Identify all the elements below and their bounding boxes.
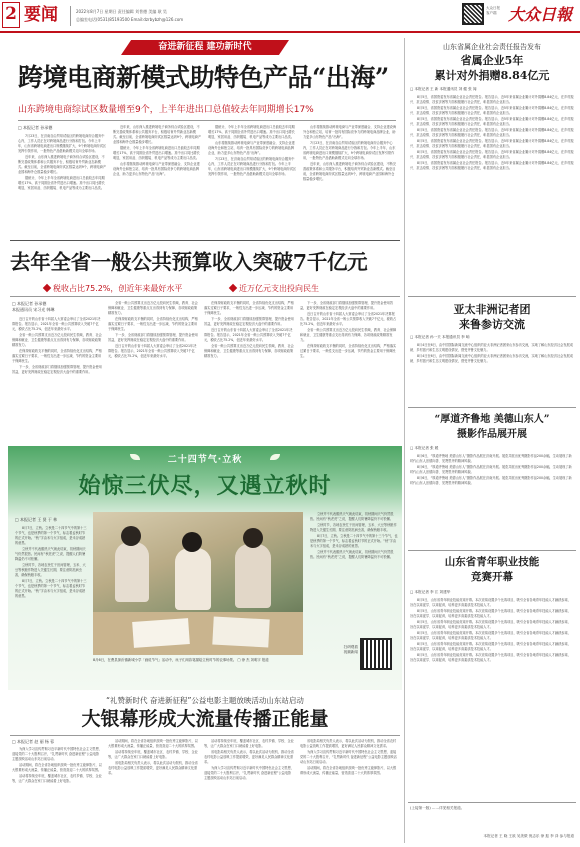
skills-body: 8月5日，山东省青年职业技能竞赛开幕。本次竞赛设置多个比赛项目，吸引全省各地青年技能人才踊跃参赛，旨在以赛促学、以赛促训，培养更多高素质技术技能人才。 8月5日，山东省青年职业技能竞赛开幕。本次竞赛设置多个比赛项目，吸引全省各地青年技能人才踊跃参赛，旨在以赛促学、以赛促训，培养更多高素质技术技能人才。 8月5日，山东省青年职业技能竞赛开幕。本次竞赛设置多个比赛项目，吸引全省各地青年技能人才踊跃参赛，旨在以赛促学、以赛促训，培养更多高素质技术技能人才。 8月5日，山东省青年职业技能竞赛开幕。本次竞赛设置多个比赛项目，吸引全省各地青年技能人才踊跃参赛，旨在以赛促学、以赛促训，培养更多高素质技术技能人才。 8月5日，山东省青年职业技能竞赛开幕。本次竞赛设置多个比赛项目，吸引全省各地青年技能人才踊跃参赛，旨在以赛促学、以赛促训，培养更多高素质技术技能人才。 8月5日，山东省青年职业技能竞赛开幕。本次竞赛设置多个比赛项目，吸引全省各地青年技能人才踊跃参赛，旨在以赛促学、以赛促训，培养更多高素质技术技能人才。 bbox=[410, 598, 571, 662]
video-qr-caption: 扫码观看 视频新闻 bbox=[343, 645, 358, 654]
journalists-headline-2: 来鲁参访交流 bbox=[459, 318, 525, 331]
qr-caption-left: 大众日报 客户端 bbox=[486, 6, 500, 15]
enterprise-kicker: 山东省属企业社会责任报告发布 bbox=[443, 43, 541, 51]
masthead-rule bbox=[0, 31, 580, 33]
lead-subhead: 山东跨境电商综试区数量增至9个，上半年进出口总值较去年同期增长17% bbox=[18, 105, 314, 115]
video-qr-code[interactable] bbox=[360, 638, 392, 670]
budget-column-1: 近日召开的山东省十四届人大常委会审议了全省2021年决算报告。报告显示，2021年全省一般公共预算收入突破7千亿元，税收占比75.2%，创近年来最好水平。 全省一般公共预算支出近万亿元投向民生领域，教育、社会保障和就业、卫生健康等重点支出得到有力保障，各项财政政策精准发力。 在保持财政收支平衡的同时，全省持续优化支出结构，严格落实过紧日子要求，一般性支出进一步压减，节约的资金主要用于保障民生。 下一步，全省财政部门将继续加强预算管理，提升资金使用效益，更好发挥财政在稳定宏观经济大盘中的重要作用。 bbox=[12, 317, 102, 374]
budget-column-2: 全省一般公共预算支出近万亿元投向民生领域，教育、社会保障和就业、卫生健康等重点支出得到有力保障，各项财政政策精准发力。 在保持财政收支平衡的同时，全省持续优化支出结构，严格落实过紧日子要求，一般性支出进一步压减，节约的资金主要用于保障民生。 下一步，全省财政部门将继续加强预算管理，提升资金使用效益，更好发挥财政在稳定宏观经济大盘中的重要作用。 近日召开的山东省十四届人大常委会审议了全省2021年决算报告。报告显示，2021年全省一般公共预算收入突破7千亿元，税收占比75.2%，创近年来最好水平。 bbox=[108, 301, 198, 358]
sidebar-rule bbox=[408, 407, 576, 408]
film-column-4: 省电影局相关负责人表示，将以此次活动为契机，推动全省农村电影公益放映工作提质增效，更好满足人民群众精神文化需求。 为深入学习宣传贯彻习近平新时代中国特色社会主义思想，迎接党的二十大胜利召开，“礼赞新时代 奋进新征程”公益电影主题放映活动山东站日前启动。 活动期间，将在全省各地组织放映一批优秀主旋律影片，以大银幕形成大流量，传播正能量，营造喜迎二十大的浓厚氛围。 bbox=[300, 739, 397, 775]
lead-column-3: 据统计，今年上半年全省跨境电商进出口总值较去年同期增长17%，高于同期全省外贸进出口增速。其中出口同比增长明显，家居用品、纺织服装、机电产品等成为主要出口品类。 山东将继续推动跨境电商与产业带深度融合，支持企业建设海外仓和独立站，培育一批具有国际竞争力的跨境电商品牌企业，助力更多山东特色产品“出海”。 7月23日，在济南自由贸易试验区的跨境电商综合服务中心内，工作人员正在对跨境商品进行分拣和打包。今年上半年，山东省跨境电商进出口规模继续扩大，9个跨境电商综试区发挥引领作用，一批特色产品借助新模式走向全球市场。 bbox=[208, 125, 297, 176]
film-headline-rule bbox=[10, 735, 400, 736]
photo-show-headline-1: “厚道齐鲁地 美德山东人” bbox=[434, 414, 550, 425]
lead-subhead-rule bbox=[18, 120, 396, 121]
qr-code-left[interactable] bbox=[462, 3, 484, 25]
photo-show-body: 8月6日，“厚道齐鲁地 美德山东人”摄影作品展在济南开展。展览共展出优秀摄影作品200余幅，生动展现了新时代山东人崇德向善、见贤思齐的精神风貌。 8月6日，“厚道齐鲁地 美德山东人”摄影作品展在济南开展。展览共展出优秀摄影作品200余幅，生动展现了新时代山东人崇德向善、见贤思齐的精神风貌。 8月6日，“厚道齐鲁地 美德山东人”摄影作品展在济南开展。展览共展出优秀摄影作品200余幅，生动展现了新时代山东人崇德向善、见贤思齐的精神风貌。 bbox=[410, 454, 572, 485]
column-divider bbox=[404, 38, 405, 843]
enterprise-body: 8月5日，省国资委发布省属企业社会责任报告。报告显示，近5年来省属企业累计对外捐赠8.84亿元，在乡村振兴、抗击疫情、扶贫济困等方面积极履行社会责任，彰显国有企业担当。 8月5日，省国资委发布省属企业社会责任报告。报告显示，近5年来省属企业累计对外捐赠8.84亿元，在乡村振兴、抗击疫情、扶贫济困等方面积极履行社会责任，彰显国有企业担当。 8月5日，省国资委发布省属企业社会责任报告。报告显示，近5年来省属企业累计对外捐赠8.84亿元，在乡村振兴、抗击疫情、扶贫济困等方面积极履行社会责任，彰显国有企业担当。 8月5日，省国资委发布省属企业社会责任报告。报告显示，近5年来省属企业累计对外捐赠8.84亿元，在乡村振兴、抗击疫情、扶贫济困等方面积极履行社会责任，彰显国有企业担当。 8月5日，省国资委发布省属企业社会责任报告。报告显示，近5年来省属企业累计对外捐赠8.84亿元，在乡村振兴、抗击疫情、扶贫济困等方面积极履行社会责任，彰显国有企业担当。 8月5日，省国资委发布省属企业社会责任报告。报告显示，近5年来省属企业累计对外捐赠8.84亿元，在乡村振兴、抗击疫情、扶贫济困等方面积极履行社会责任，彰显国有企业担当。 8月5日，省国资委发布省属企业社会责任报告。报告显示，近5年来省属企业累计对外捐赠8.84亿元，在乡村振兴、抗击疫情、扶贫济困等方面积极履行社会责任，彰显国有企业担当。 bbox=[410, 95, 574, 170]
budget-point-2: 近万亿元支出投向民生 bbox=[230, 283, 319, 294]
masthead-divider bbox=[70, 6, 71, 26]
solar-term-photo bbox=[93, 512, 303, 655]
photo-show-byline: □ 本报记者 张 媛 bbox=[410, 446, 439, 450]
drawing-paper bbox=[132, 618, 190, 648]
lead-column-4: 山东将继续推动跨境电商与产业带深度融合，支持企业建设海外仓和独立站，培育一批具有国际竞争力的跨境电商品牌企业，助力更多山东特色产品“出海”。 7月23日，在济南自由贸易试验区的跨境电商综合服务中心内，工作人员正在对跨境商品进行分拣和打包。今年上半年，山东省跨境电商进出口规模继续扩大，9个跨境电商综试区发挥引领作用，一批特色产品借助新模式走向全球市场。 近年来，山东深入推进跨境电子商务综合试验区建设，不断完善政策体系和公共服务平台，积极培育外贸新业态新模式。截至目前，全省跨境电商综试区数量达到9个，跨境电商产业园和海外仓数量稳步增长。 bbox=[303, 125, 397, 181]
budget-headline: 去年全省一般公共预算收入突破7千亿元 bbox=[10, 250, 368, 274]
newspaper-logo: 大众日報 bbox=[508, 5, 573, 24]
lead-headline: 跨境电商新模式助特色产品“出海” bbox=[18, 63, 389, 92]
lead-banner-text: 奋进新征程 建功新时代 bbox=[158, 42, 252, 52]
child-head bbox=[121, 526, 141, 546]
sidebar-rule bbox=[408, 296, 576, 297]
skills-headline-2: 竞赛开幕 bbox=[471, 571, 513, 583]
page-number: 2 bbox=[2, 2, 20, 28]
budget-points-rule bbox=[10, 296, 400, 297]
budget-point-1: 税收占比75.2%，创近年来最好水平 bbox=[44, 283, 182, 294]
solar-term-byline: □ 本报记者 王 贤 于 林 bbox=[15, 517, 58, 522]
lead-column-2: 近年来，山东深入推进跨境电子商务综合试验区建设，不断完善政策体系和公共服务平台，积极培育外贸新业态新模式。截至目前，全省跨境电商综试区数量达到9个，跨境电商产业园和海外仓数量稳步增长。 据统计，今年上半年全省跨境电商进出口总值较去年同期增长17%，高于同期全省外贸进出口增速。其中出口同比增长明显，家居用品、纺织服装、机电产品等成为主要出口品类。 山东将继续推动跨境电商与产业带深度融合，支持企业建设海外仓和独立站，培育一批具有国际竞争力的跨境电商品牌企业，助力更多山东特色产品“出海”。 bbox=[113, 125, 202, 176]
lead-byline: □ 本报记者 孙承德 bbox=[18, 125, 53, 130]
section-name: 要闻 bbox=[24, 5, 58, 25]
diamond-bullet-icon bbox=[229, 284, 237, 292]
journalists-byline: □ 本报记者 孙一夫 本报通讯员 李 响 bbox=[410, 335, 470, 339]
film-kicker: “礼赞新时代 奋进新征程”公益电影主题放映活动山东站启动 bbox=[106, 696, 304, 705]
journalists-body: 8月4日至6日，由中国国际新闻交流中心组织的亚太非洲记者团来山东参访交流，实地了解山东经济社会发展成就、乡村振兴和生态文明建设情况，感受齐鲁文化魅力。 8月4日至6日，由中国国际新闻交流中心组织的亚太非洲记者团来山东参访交流，实地了解山东经济社会发展成就、乡村振兴和生态文明建设情况，感受齐鲁文化魅力。 bbox=[410, 343, 573, 363]
masthead bbox=[0, 0, 580, 32]
contributors-credit: 本报记者 王 晓 王欲 吴美微 倪志乐 徐 振 李 泽 参与报道 bbox=[483, 834, 574, 838]
drawing-paper bbox=[212, 617, 269, 648]
child-head bbox=[182, 532, 202, 552]
lead-column-1: 7月23日，在济南自由贸易试验区的跨境电商综合服务中心内，工作人员正在对跨境商品进行分拣和打包。今年上半年，山东省跨境电商进出口规模继续扩大，9个跨境电商综试区发挥引领作用，一批特色产品借助新模式走向全球市场。 近年来，山东深入推进跨境电子商务综合试验区建设，不断完善政策体系和公共服务平台，积极培育外贸新业态新模式。截至目前，全省跨境电商综试区数量达到9个，跨境电商产业园和海外仓数量稳步增长。 据统计，今年上半年全省跨境电商进出口总值较去年同期增长17%，高于同期全省外贸进出口增速。其中出口同比增长明显，家居用品、纺织服装、机电产品等成为主要出口品类。 bbox=[18, 134, 107, 190]
solar-term-headline: 始惊三伏尽，又遇立秋时 bbox=[78, 473, 332, 499]
film-column-1: 为深入学习宣传贯彻习近平新时代中国特色社会主义思想，迎接党的二十大胜利召开，“礼赞新时代 奋进新征程”公益电影主题放映活动山东站日前启动。 活动期间，将在全省各地组织放映一批优秀主旋律影片，以大银幕形成大流量，传播正能量，营造喜迎二十大的浓厚氛围。 活动将持续至年底，覆盖城市社区、农村乡镇、学校、企业等，让广大群众在家门口就能看上好电影。 bbox=[12, 747, 102, 783]
enterprise-byline: □ 本报记者 王 新 本报通讯员 刘 健 张 闻 bbox=[410, 87, 477, 91]
film-headline: 大银幕形成大流量传播正能量 bbox=[81, 708, 329, 730]
film-column-2: 活动期间，将在全省各地组织放映一批优秀主旋律影片，以大银幕形成大流量，传播正能量，营造喜迎二十大的浓厚氛围。 活动将持续至年底，覆盖城市社区、农村乡镇、学校、企业等，让广大群众在家门口就能看上好电影。 省电影局相关负责人表示，将以此次活动为契机，推动全省农村电影公益放映工作提质增效，更好满足人民群众精神文化需求。 bbox=[108, 739, 198, 775]
skills-headline-1: 山东省青年职业技能 bbox=[444, 556, 540, 568]
solar-term-column-2: 立秋并不代表酷热天气就此结束，初秋期间天气仍然很热。民间有“秋老虎”之说，提醒人们防暑降温仍不可松懈。 立秋时节，各地农民忙于田间管理，玉米、大豆等秋粮作物进入关键生长期，要注意防范病虫害，确保秋粮丰收。 8月7日，立秋。立秋是二十四节气中的第十三个节气，也是秋季的第一个节气，标志着孟秋时节的正式开始。“秋”字由禾与火字组成，是禾谷成熟的意思。 立秋并不代表酷热天气就此结束，初秋期间天气仍然很热。民间有“秋老虎”之说，提醒人们防暑降温仍不可松懈。 bbox=[310, 512, 398, 559]
solar-term-label: 二十四节气·立秋 bbox=[167, 455, 243, 465]
skills-byline: □ 本报记者 李 江 刘建华 bbox=[410, 590, 451, 594]
diamond-bullet-icon bbox=[43, 284, 51, 292]
sidebar-rule bbox=[408, 550, 576, 551]
photo-show-headline-2: 摄影作品展开展 bbox=[457, 429, 527, 440]
sidebar-rule bbox=[408, 802, 576, 803]
child-figure bbox=[175, 548, 211, 610]
child-figure bbox=[115, 542, 149, 602]
film-column-3: 活动将持续至年底，覆盖城市社区、农村乡镇、学校、企业等，让广大群众在家门口就能看上好电影。 省电影局相关负责人表示，将以此次活动为契机，推动全省农村电影公益放映工作提质增效，更好满足人民群众精神文化需求。 为深入学习宣传贯彻习近平新时代中国特色社会主义思想，迎接党的二十大胜利召开，“礼赞新时代 奋进新征程”公益电影主题放映活动山东站日前启动。 bbox=[204, 739, 294, 780]
photo-caption: 8月6日，在费县探沂镇新城小学「画说节气」活动中，孩子们用彩笔描绘立秋时节的农事场景。 □ 徐 杰 刘明宇 报道 bbox=[93, 658, 269, 662]
budget-byline: □ 本报记者 孙承德 本报通讯员 宋习光 韩琳 bbox=[12, 301, 55, 312]
child-head bbox=[243, 528, 263, 548]
child-figure bbox=[235, 544, 271, 608]
continuation-note: (上接第一版) ……详见相关报道。 bbox=[410, 806, 465, 810]
budget-column-3: 在保持财政收支平衡的同时，全省持续优化支出结构，严格落实过紧日子要求，一般性支出进一步压减，节约的资金主要用于保障民生。 下一步，全省财政部门将继续加强预算管理，提升资金使用效益，更好发挥财政在稳定宏观经济大盘中的重要作用。 近日召开的山东省十四届人大常委会审议了全省2021年决算报告。报告显示，2021年全省一般公共预算收入突破7千亿元，税收占比75.2%，创近年来最好水平。 全省一般公共预算支出近万亿元投向民生领域，教育、社会保障和就业、卫生健康等重点支出得到有力保障，各项财政政策精准发力。 bbox=[204, 301, 294, 358]
enterprise-headline-1: 省属企业5年 bbox=[460, 54, 524, 67]
drawing-table bbox=[93, 612, 303, 655]
lead-bottom-rule bbox=[10, 240, 400, 241]
film-byline: □ 本报记者 赵 丽 杨 蓉 bbox=[12, 739, 55, 744]
solar-term-column-1: 8月7日，立秋。立秋是二十四节气中的第十三个节气，也是秋季的第一个节气，标志着孟秋时节的正式开始。“秋”字由禾与火字组成，是禾谷成熟的意思。 立秋并不代表酷热天气就此结束，初秋期间天气仍然很热。民间有“秋老虎”之说，提醒人们防暑降温仍不可松懈。 立秋时节，各地农民忙于田间管理，玉米、大豆等秋粮作物进入关键生长期，要注意防范病虫害，确保秋粮丰收。 8月7日，立秋。立秋是二十四节气中的第十三个节气，也是秋季的第一个节气，标志着孟秋时节的正式开始。“秋”字由禾与火字组成，是禾谷成熟的意思。 bbox=[15, 526, 87, 598]
journalists-headline-1: 亚太非洲记者团 bbox=[453, 303, 531, 316]
date-line: 2022年8月7日 星期日 责任编辑 刘普德 美编 耿 昊 bbox=[76, 9, 167, 14]
budget-column-4: 下一步，全省财政部门将继续加强预算管理，提升资金使用效益，更好发挥财政在稳定宏观经济大盘中的重要作用。 近日召开的山东省十四届人大常委会审议了全省2021年决算报告。报告显示，2021年全省一般公共预算收入突破7千亿元，税收占比75.2%，创近年来最好水平。 全省一般公共预算支出近万亿元投向民生领域，教育、社会保障和就业、卫生健康等重点支出得到有力保障，各项财政政策精准发力。 在保持财政收支平衡的同时，全省持续优化支出结构，严格落实过紧日子要求，一般性支出进一步压减，节约的资金主要用于保障民生。 bbox=[300, 301, 397, 358]
contact-line: 总编室电话(0531)85193500 Email:dzrbybzh@126.com bbox=[76, 17, 184, 22]
enterprise-headline-2: 累计对外捐赠8.84亿元 bbox=[434, 69, 550, 82]
